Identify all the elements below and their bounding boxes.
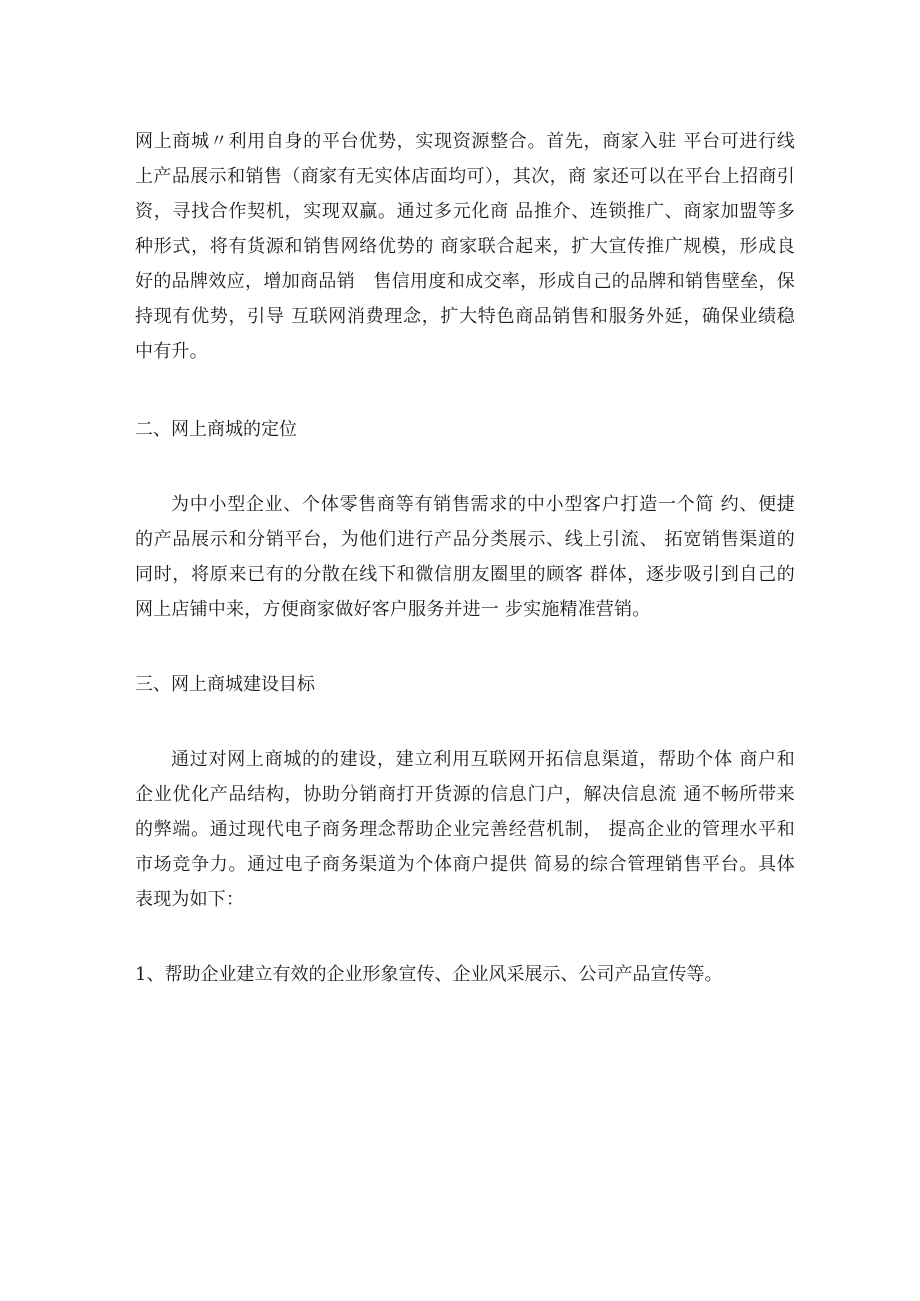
section-heading-goals: 三、网上商城建设目标 bbox=[135, 674, 315, 695]
document-body bbox=[135, 124, 795, 992]
section-heading-positioning: 二、网上商城的定位 bbox=[135, 419, 297, 440]
goal-list-item: 1、帮助企业建立有效的企业形象宣传、企业风采展示、公司产品宣传等。 bbox=[135, 964, 723, 985]
goals-paragraph: 通过对网上商城的的建设，建立利用互联网开拓信息渠道，帮助个体 商户和企业优化产品结构，协助分销商打开货源的信息门户，解决信息流 通不畅所带来的弊端。通过现代电子商务理念帮助企业完善经营机制， 提高企业的管理水平和市场竞争力。通过电子商务渠道为个体商户提供 简易的综合管理销售平台。具体表现为如下： bbox=[135, 749, 795, 910]
positioning-paragraph: 为中小型企业、个体零售商等有销售需求的中小型客户打造一个简 约、便捷的产品展示和分销平台，为他们进行产品分类展示、线上引流、 拓宽销售渠道的同时，将原来已有的分散在线下和微信朋友圈里的顾客 群体，逐步吸引到自己的网上店铺中来，方便商家做好客户服务并进一 步实施精准营销。 bbox=[135, 494, 795, 620]
intro-paragraph: 网上商城〃利用自身的平台优势，实现资源整合。首先，商家入驻 平台可进行线上产品展示和销售（商家有无实体店面均可），其次，商 家还可以在平台上招商引资，寻找合作契机，实现双赢。通过多元化商 品推介、连锁推广、商家加盟等多种形式，将有货源和销售网络优势的 商家联合起来，扩大宣传推广规模，形成良好的品牌效应，增加商品销 售信用度和成交率，形成自己的品牌和销售壁垒，保持现有优势，引导 互联网消费理念，扩大特色商品销售和服务外延，确保业绩稳中有升。 bbox=[135, 131, 795, 362]
